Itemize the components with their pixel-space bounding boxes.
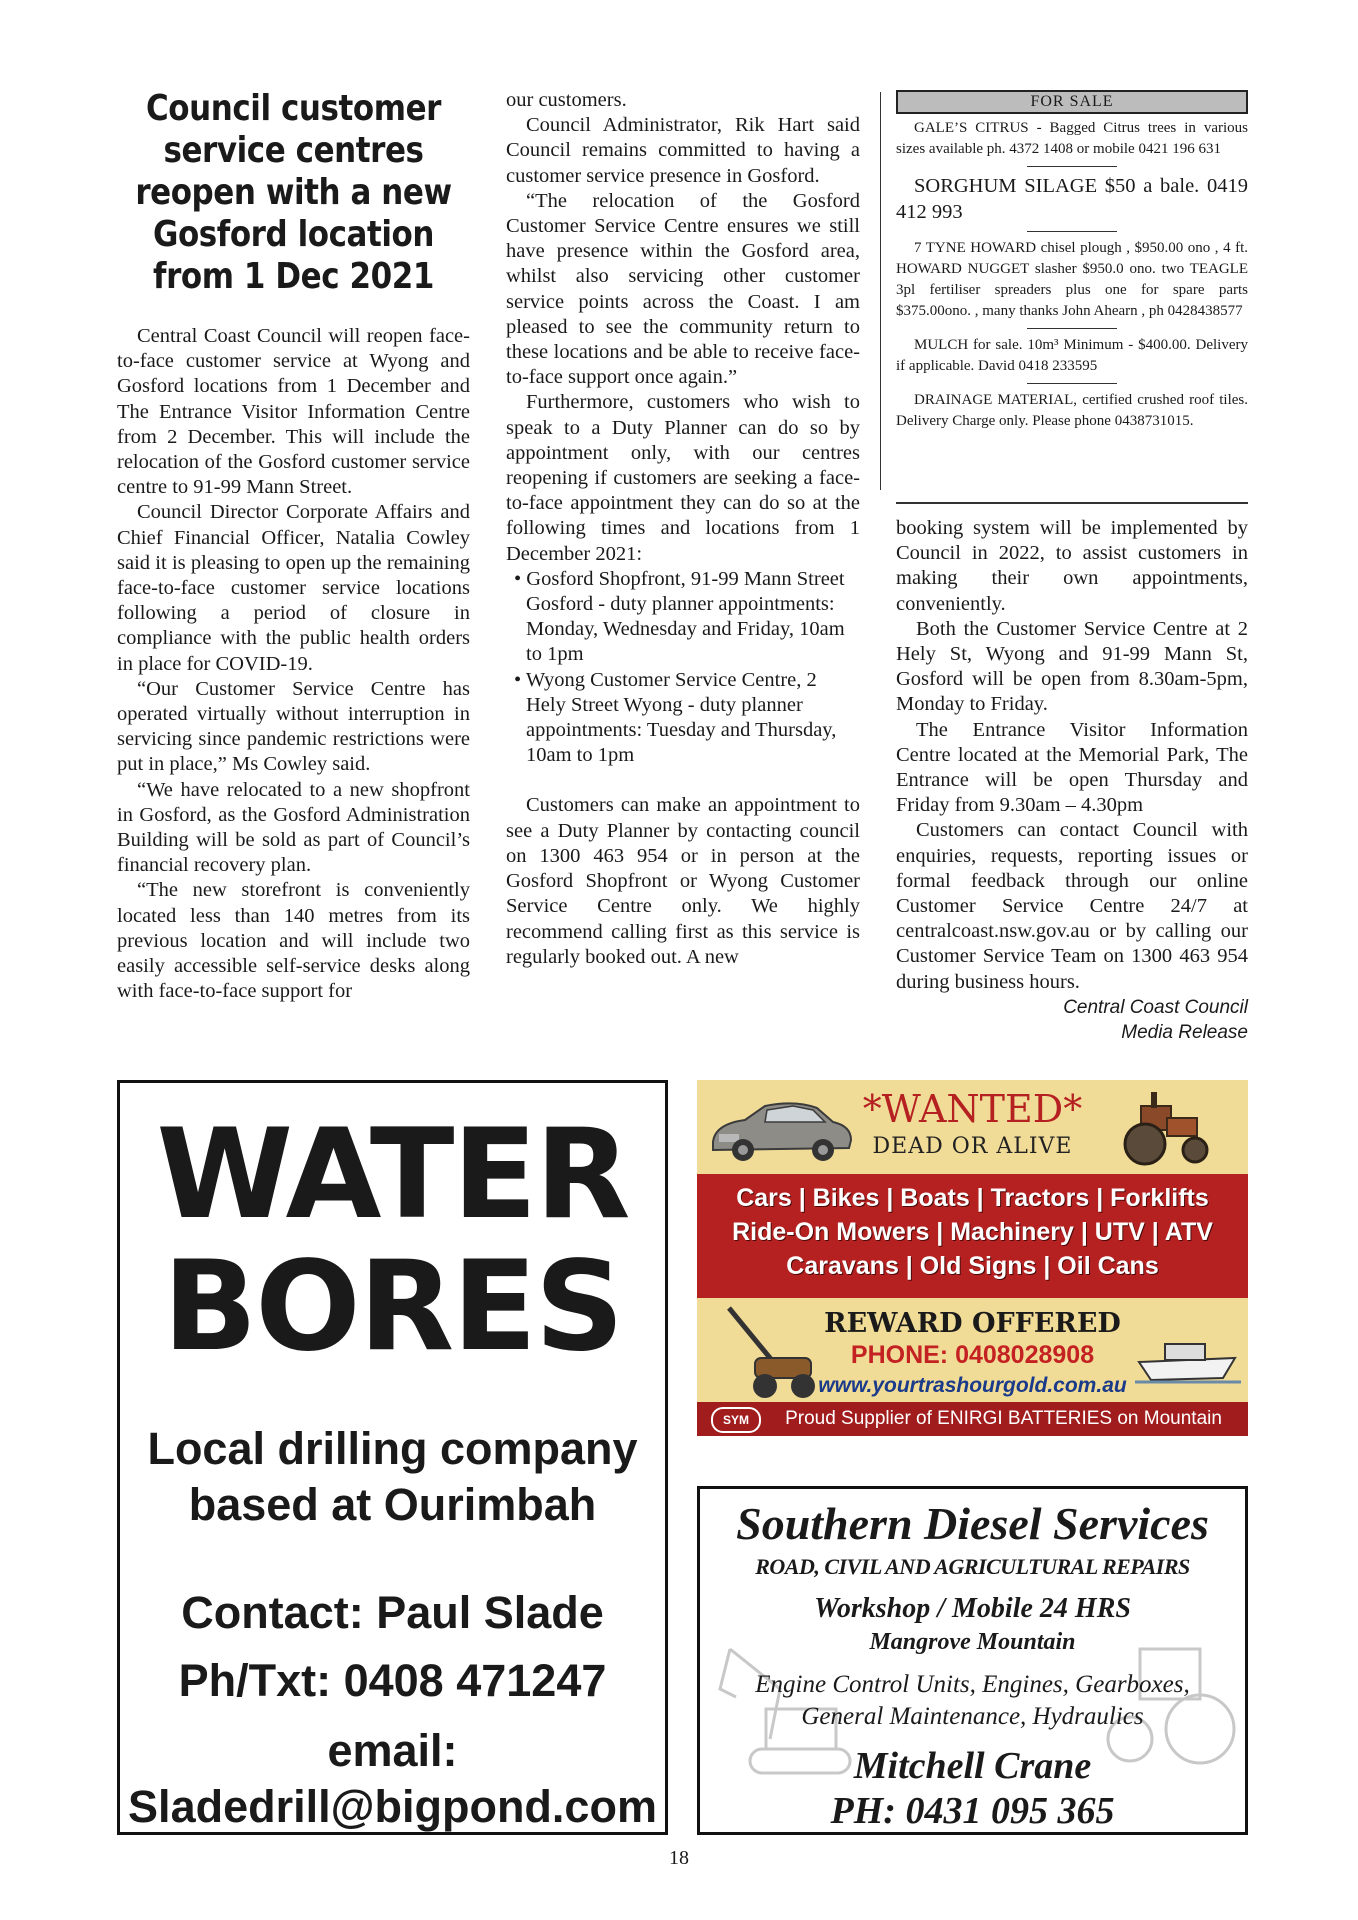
classified-item: MULCH for sale. 10m³ Minimum - $400.00. Delivery if applicable. David 0418 233595 bbox=[896, 337, 1248, 374]
tractor-icon bbox=[1111, 1088, 1211, 1170]
divider bbox=[1027, 166, 1117, 167]
water-bores-ad bbox=[117, 1080, 668, 1835]
sym-logo: SYM bbox=[711, 1407, 761, 1433]
article-credit: Central Coast Council bbox=[1063, 996, 1248, 1018]
wanted-phone: PHONE: 0408028908 bbox=[850, 1341, 1095, 1369]
article-paragraph: The Entrance Visitor Information Centre located at the Memorial Park, The Entrance will be open Thursday and Friday from 9.30am – 4.30pm bbox=[896, 718, 1248, 817]
column-divider bbox=[880, 92, 881, 490]
for-sale-header: FOR SALE bbox=[896, 90, 1248, 114]
list-item: • Wyong Customer Service Centre, 2 Hely Street Wyong - duty planner appointments: Tuesday and Thursday, 10am to 1pm bbox=[514, 668, 837, 767]
wanted-items-line: Cars | Bikes | Boats | Tractors | Forklifts bbox=[736, 1184, 1209, 1212]
article-column-2 bbox=[506, 88, 860, 970]
article-headline: Council customer service centres reopen with a new Gosford location from 1 Dec 2021 bbox=[135, 88, 452, 297]
article-column-3 bbox=[896, 516, 1248, 1045]
ad-title: BORES bbox=[162, 1235, 623, 1379]
ad-text: Local drilling company bbox=[147, 1423, 638, 1474]
wanted-title: *WANTED* bbox=[862, 1087, 1083, 1131]
wanted-ad bbox=[697, 1080, 1248, 1436]
classified-item: 7 TYNE HOWARD chisel plough , $950.00 ono , 4 ft. HOWARD NUGGET slasher $950.0 ono. two TEAGLE 3pl fertiliser spreaders plus one for spare parts $375.00ono. , many thanks John Ahearn , ph 0428438577 bbox=[896, 240, 1248, 319]
reward-text: REWARD OFFERED bbox=[824, 1308, 1121, 1339]
ad-hours: Workshop / Mobile 24 HRS bbox=[814, 1593, 1131, 1624]
wanted-website: www.yourtrashourgold.com.au bbox=[818, 1374, 1127, 1397]
article-paragraph: “The relocation of the Gosford Customer Service Centre ensures we still have presence within the Gosford area, whilst also servicing other customer service points across the Coast. I am pleased to see the community return to these locations and be able to receive face-to-face support once again.” bbox=[506, 189, 860, 389]
appointment-list bbox=[506, 567, 860, 769]
vintage-car-icon bbox=[705, 1094, 855, 1166]
classified-item: DRAINAGE MATERIAL, certified crushed roof tiles. Delivery Charge only. Please phone 0438731015. bbox=[896, 392, 1248, 429]
ad-email-label: email: bbox=[327, 1725, 458, 1776]
wanted-items-line: Ride-On Mowers | Machinery | UTV | ATV bbox=[732, 1218, 1213, 1246]
ad-services: General Maintenance, Hydraulics bbox=[801, 1703, 1144, 1730]
ad-text: based at Ourimbah bbox=[188, 1479, 597, 1530]
article-paragraph: “We have relocated to a new shopfront in Gosford, as the Gosford Administration Building will be sold as part of Council’s financial recovery plan. bbox=[117, 778, 470, 877]
ad-location: Mangrove Mountain bbox=[869, 1629, 1076, 1655]
page-number: 18 bbox=[669, 1847, 689, 1869]
wanted-subtitle: DEAD OR ALIVE bbox=[872, 1134, 1073, 1159]
article-paragraph: “Our Customer Service Centre has operated virtually without interruption in servicing since pandemic restrictions were put in place,” Ms Cowley said. bbox=[117, 677, 470, 776]
article-column-1 bbox=[117, 88, 470, 1004]
ad-contact: Contact: Paul Slade bbox=[181, 1587, 604, 1638]
list-item: • Gosford Shopfront, 91-99 Mann Street Gosford - duty planner appointments: Monday, Wednesday and Friday, 10am to 1pm bbox=[514, 567, 845, 666]
article-credit: Media Release bbox=[1121, 1021, 1248, 1043]
article-paragraph: “The new storefront is conveniently located less than 140 metres from its previous location and will include two easily accessible self-service desks along with face-to-face support for bbox=[117, 879, 470, 1003]
ad-contact-name: Mitchell Crane bbox=[853, 1745, 1092, 1787]
ad-email: Sladedrill@bigpond.com bbox=[128, 1781, 657, 1832]
wanted-items-line: Caravans | Old Signs | Oil Cans bbox=[786, 1252, 1159, 1280]
classified-item: SORGHUM SILAGE $50 a bale. 0419 412 993 bbox=[896, 175, 1248, 223]
ad-subtitle: ROAD, CIVIL AND AGRICULTURAL REPAIRS bbox=[755, 1554, 1190, 1579]
divider bbox=[1027, 383, 1117, 384]
article-paragraph: Customers can make an appointment to see a Duty Planner by contacting council on 1300 463 954 or in person at the Gosford Shopfront or Wyong Customer Service Centre only. We highly recommend calling first as this service is regularly booked out. A new bbox=[506, 794, 860, 968]
divider bbox=[1027, 231, 1117, 232]
ad-phone: PH: 0431 095 365 bbox=[830, 1790, 1115, 1832]
article-paragraph: Council Director Corporate Affairs and Chief Financial Officer, Natalia Cowley said it is pleasing to open up the remaining face-to-face customer service locations following a period of closure in compliance with the public health orders in place for COVID-19. bbox=[117, 501, 470, 675]
ad-services: Engine Control Units, Engines, Gearboxes, bbox=[755, 1671, 1190, 1698]
supplier-text: Proud Supplier of ENIRGI BATTERIES on Mountain bbox=[785, 1408, 1222, 1429]
classified-item: GALE’S CITRUS - Bagged Citrus trees in various sizes available ph. 4372 1408 or mobile 0421 196 631 bbox=[896, 120, 1248, 157]
for-sale-classifieds bbox=[896, 90, 1248, 438]
article-paragraph: Customers can contact Council with enquiries, requests, reporting issues or formal feedback through our online Customer Service Centre 24/7 at centralcoast.nsw.gov.au or by calling our Customer Service Team on 1300 463 954 during business hours. bbox=[896, 819, 1248, 993]
divider bbox=[896, 502, 1248, 504]
article-paragraph: Central Coast Council will reopen face-to-face customer service at Wyong and Gosford locations from 1 December and The Entrance Visitor Information Centre from 2 December. This will include the relocation of the Gosford customer service centre to 91-99 Mann Street. bbox=[117, 325, 470, 499]
article-paragraph: booking system will be implemented by Council in 2022, to assist customers in making their own appointments, conveniently. bbox=[896, 517, 1248, 615]
article-paragraph: Both the Customer Service Centre at 2 Hely St, Wyong and 91-99 Mann St, Gosford will be open from 8.30am-5pm, Monday to Friday. bbox=[896, 617, 1248, 716]
article-paragraph: Council Administrator, Rik Hart said Council remains committed to having a customer service presence in Gosford. bbox=[506, 114, 860, 187]
ad-phone: Ph/Txt: 0408 471247 bbox=[178, 1655, 607, 1706]
article-paragraph: our customers. bbox=[506, 89, 627, 111]
ad-title: WATER bbox=[156, 1103, 629, 1247]
article-paragraph: Furthermore, customers who wish to speak to a Duty Planner can do so by appointment only, with our centres reopening if customers are seeking a face-to-face appointment they can do so at the following times and locations from 1 December 2021: bbox=[506, 391, 860, 565]
ad-title: Southern Diesel Services bbox=[736, 1498, 1209, 1549]
southern-diesel-ad bbox=[697, 1486, 1248, 1835]
divider bbox=[1027, 328, 1117, 329]
